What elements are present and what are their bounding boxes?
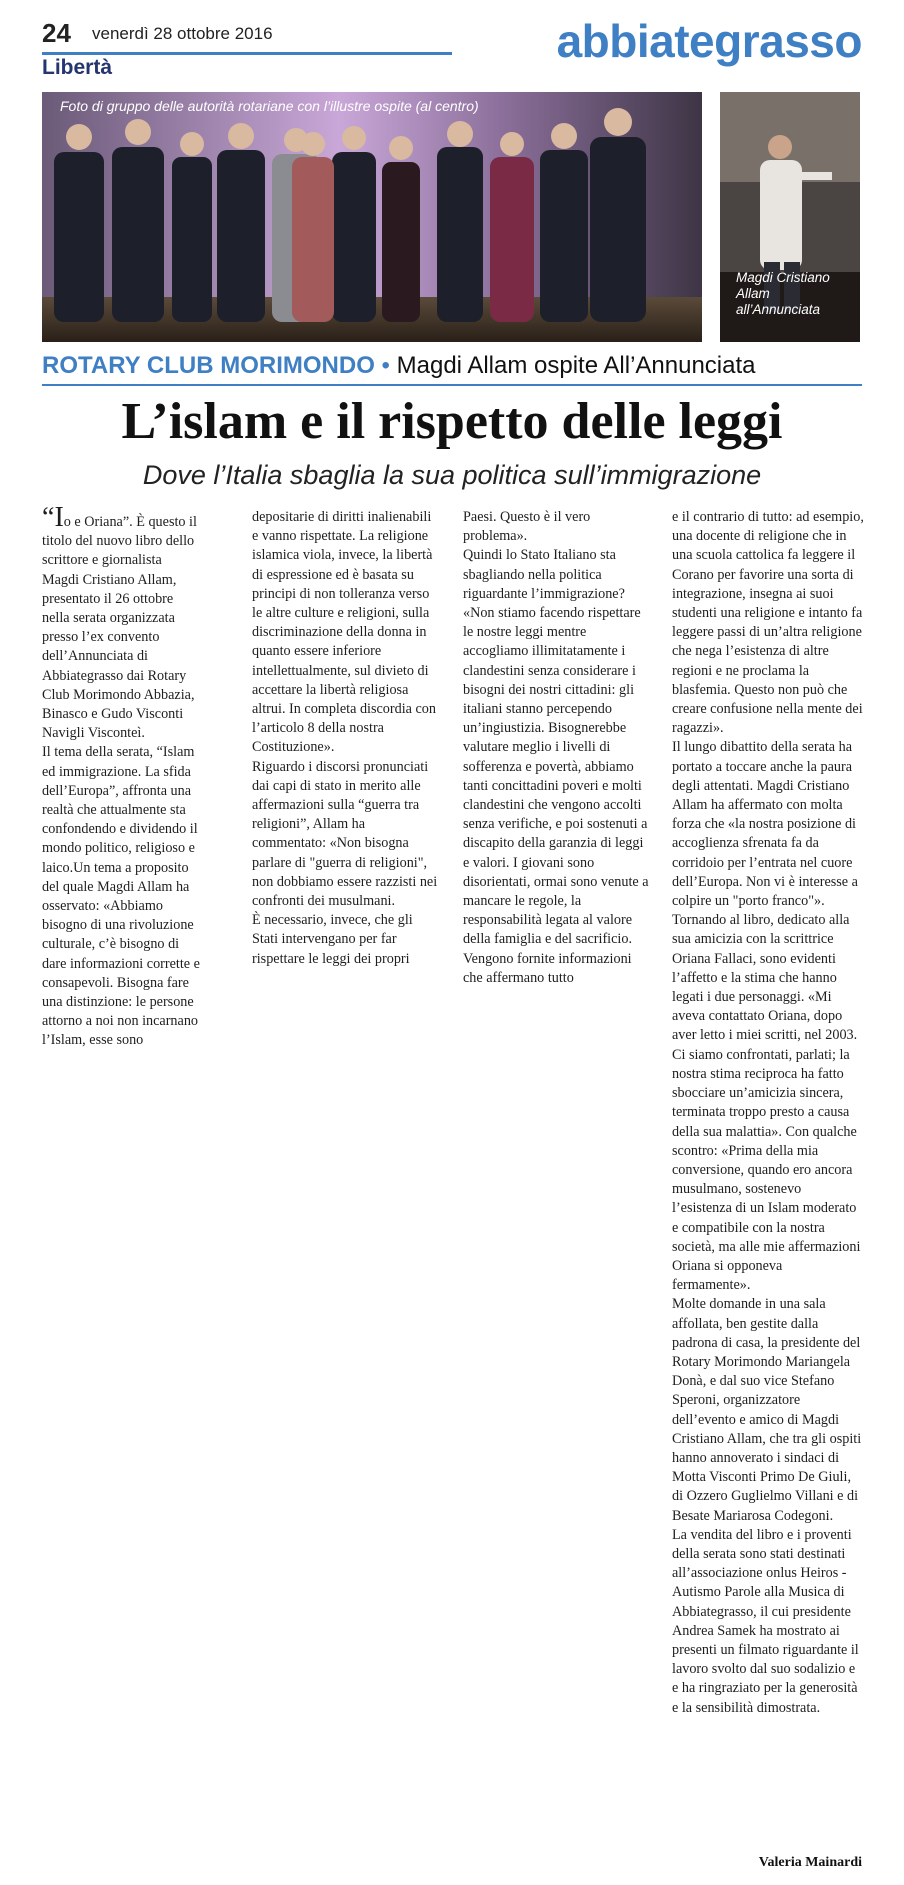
city-heading: abbiategrasso — [556, 15, 862, 67]
section-name: Libertà — [42, 56, 113, 79]
paragraph: La vendita del libro e i proventi della serata sono stati destinati all’associazione onlus Heiros - Autismo Parole alla Musica di Abbiategrasso, il cui presidente Andrea Samek ha mostrato ai presenti un filmato riguardante il lavoro svolto dal suo sodalizio e e ha ringraziato per la generosità e la sensibilità dimostrata. — [672, 1526, 859, 1716]
drop-letter: I — [54, 502, 64, 533]
people-silhouettes — [54, 108, 646, 322]
page-number: 24 — [42, 18, 71, 48]
paragraph: Il tema della serata, “Islam ed immigrazione. La sfida dell’Europa”, affronta una realtà che attualmente sta confondendo e dividendo il mondo politico, religioso e laico.Un tema a proposito del quale Magdi Allam ha osservato: «Abbiamo bisogno di una rivoluzione culturale, c’è bisogno di dare informazioni corrette e consapevoli. Bisogna fare una distinzione: le persone attorno a noi non incarnano l’Islam, esse sono — [42, 744, 200, 1049]
paragraph: Il lungo dibattito della serata ha portato a toccare anche la paura degli attentati. Magdi Cristiano Allam ha affermato con molta forza che «la nostra posizione di accoglienza sfrenata fa da corridoio per l’entrata nel cuore dell’Europa. Non vi è interesse a colpire un "porto franco"». — [672, 739, 858, 910]
kicker-club: ROTARY CLUB MORIMONDO — [42, 352, 375, 379]
paragraph: e il contrario di tutto: ad esempio, una docente di religione che in una scuola cattolica fa leggere il Corano per favorire una sorta di integrazione, insegna ai suoi studenti una religione e intanto fa leggere passi di un’altra religione che nega l’esistenza di altre regioni e ne proclama la blasfemia. Questo non può che creare confusione nella mente dei ragazzi». — [672, 509, 864, 737]
article-column-4 — [672, 508, 864, 1718]
paragraph — [42, 502, 202, 743]
paragraph: Quindi lo Stato Italiano sta sbagliando nella politica riguardante l’immigrazione? «Non stiamo facendo rispettare le nostre leggi mentre accogliamo illimitatamente i clandestini senza considerare i bisogni dei nostri cittadini: gli italiani stanno percependo un’ingiustizia. Bisognerebbe valutare meglio i livelli di sofferenza e povertà, abbiamo tanti concittadini poveri e molti clandestini che vengono accolti senza verifiche, e poi sostenuti a discapito della garanzia di leggi e valori. I giovani sono disorientati, ormai sono venute a mancare le regole, la responsabilità legata al valore della famiglia e del sacrificio. Vengono fornite informazioni che affermano tutto — [463, 547, 649, 986]
paragraph: Riguardo i discorsi pronunciati dai capi di stato in merito alle affermazioni sulla “guerra tra religioni”, Allam ha commentato: «Non bisogna parlare di "guerra di religioni", non dobbiamo essere razzisti nei confronti dei musulmani. — [252, 758, 438, 910]
article-column-3 — [463, 508, 651, 988]
paragraph: Molte domande in una sala affollata, ben gestite dalla padrona di casa, la presidente del Rotary Morimondo Mariangela Donà, e dal suo vice Stefano Speroni, organizzatore dell’evento e amico di Magdi Cristiano Allam, che tra gli ospiti hanno annoverato i sindaci di Motta Visconti Primo De Giuli, di Ozzero Guglielmo Villani e di Besate Mariarosa Codegoni. — [672, 1296, 862, 1524]
paragraph-text: o e Oriana”. È questo il titolo del nuovo libro dello scrittore e giornalista Magdi Cristiano Allam, presentato il 26 ottobre nella serata organizzata presso l’ex convento dell’Annunciata di Abbiategrasso dai Rotary Club Morimondo Abbazia, Binasco e Gudo Visconti Navigli Visconteì. — [42, 514, 197, 742]
article-subheadline: Dove l’Italia sbaglia la sua politica sull’immigrazione — [142, 460, 762, 490]
paragraph: Paesi. Questo è il vero problema». — [463, 509, 591, 545]
kicker-rest: Magdi Allam ospite All’Annunciata — [396, 352, 756, 379]
drop-quote: “ — [42, 502, 55, 533]
article-headline: L’islam e il rispetto delle leggi — [121, 393, 783, 450]
article-kicker — [42, 352, 756, 380]
kicker-rule — [42, 384, 862, 386]
group-photo-illustration — [42, 92, 702, 342]
paragraph: È necessario, invece, che gli Stati intervengano per far rispettare le leggi dei propri — [252, 912, 413, 967]
paragraph: Tornando al libro, dedicato alla sua amicizia con la scrittrice Oriana Fallaci, sono evidenti l’affetto e la stima che hanno legati i due personaggi. «Mi aveva contattato Oriana, dopo aver letto i miei scritti, nel 2003. Ci siamo confrontati, parlati; la nostra stima reciproca ha fatto sbocciare un’amicizia sincera, terminata troppo presto a causa della sua malattia». Con qualche scontro: «Prima della mia conversione, quando ero ancora musulmano, sostenevo l’esistenza di un Islam moderato e compatibile con la nostra società, ma alle mie affermazioni Oriana si opponeva fermamente». — [672, 912, 861, 1294]
article-column-2 — [252, 508, 440, 969]
speaker-photo-caption: Magdi Cristiano Allam all’Annunciata — [736, 270, 830, 317]
paragraph: depositarie di diritti inalienabili e vanno rispettate. La religione islamica viola, invece, la libertà di espressione ed è basata su principi di non tolleranza verso le altre culture e religioni, sulla discriminazione della donna in quanto essere inferiore intellettualmente, sul divieto di accettare la libertà religiosa altrui. In completa discordia con l’articolo 8 della nostra Costituzione». — [252, 509, 436, 756]
group-photo-caption: Foto di gruppo delle autorità rotariane con l’illustre ospite (al centro) — [60, 98, 479, 114]
issue-date: venerdì 28 ottobre 2016 — [92, 24, 273, 43]
article-column-1 — [42, 502, 202, 1051]
kicker-bullet: • — [381, 352, 390, 379]
group-photo — [42, 92, 702, 342]
masthead-rule — [42, 52, 452, 55]
byline: Valeria Mainardi — [758, 1855, 862, 1870]
